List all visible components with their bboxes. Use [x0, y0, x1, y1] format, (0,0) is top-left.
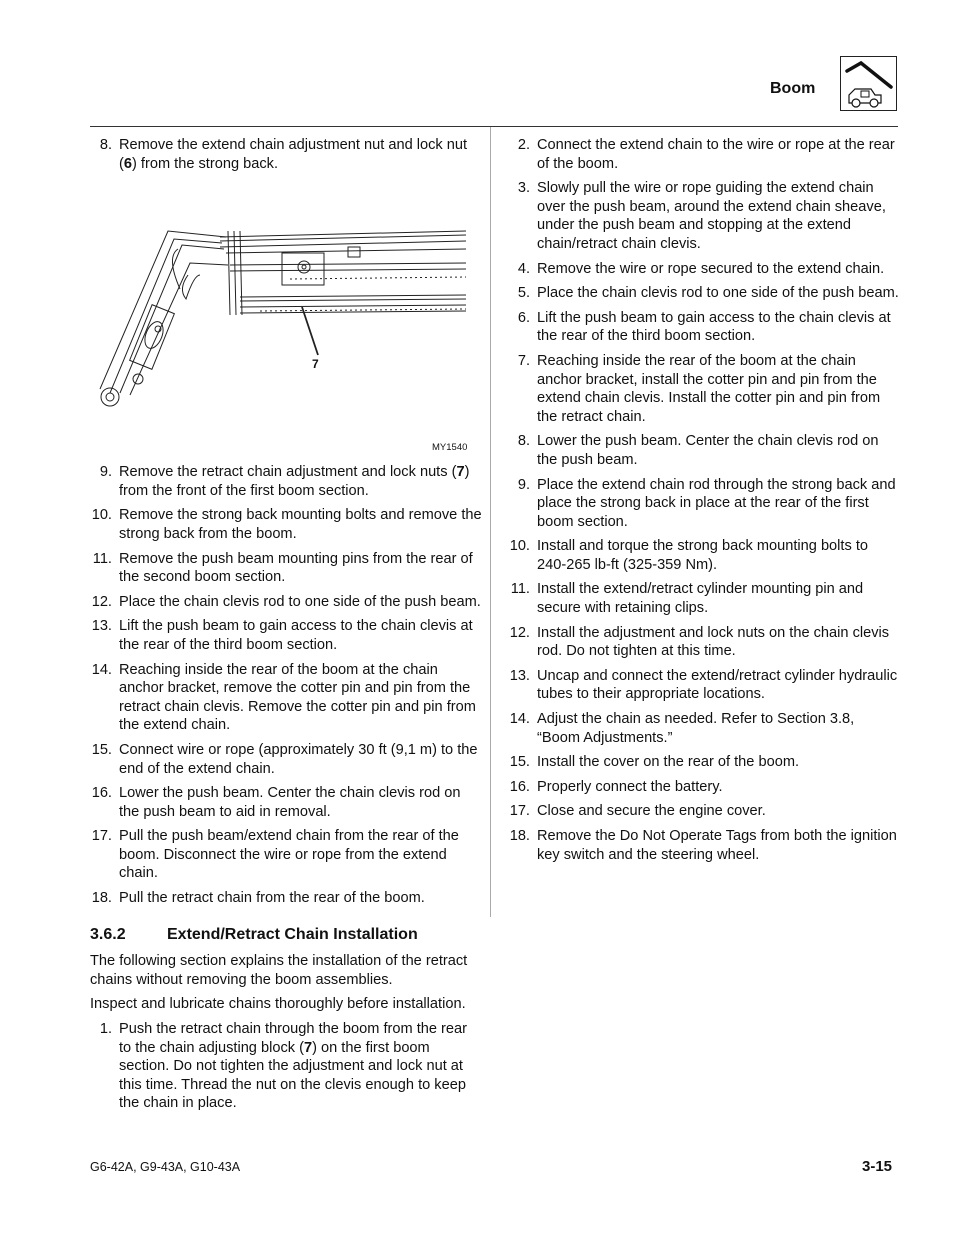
list-item: 2. Connect the extend chain to the wire or rope at the rear of the boom. — [517, 137, 895, 172]
list-item: 10. Remove the strong back mounting bolts and remove the strong back from the boom. — [91, 507, 482, 542]
list-item: 17. Close and secure the engine cover. — [509, 803, 766, 820]
list-item: 10. Install and torque the strong back mounting bolts to 240-265 lb-ft (325-359 Nm). — [509, 538, 868, 573]
list-item: 16. Properly connect the battery. — [509, 778, 723, 795]
list-item: 18. Remove the Do Not Operate Tags from both the ignition key switch and the steering wheel. — [509, 828, 897, 863]
list-item: 18. Pull the retract chain from the rear of the boom. — [91, 890, 425, 907]
boom-chain-figure — [90, 179, 470, 454]
column-divider — [490, 127, 491, 917]
figure-id: MY1540 — [432, 442, 468, 454]
right-column — [508, 136, 900, 870]
left-column — [90, 136, 482, 1119]
section-title: Extend/Retract Chain Installation — [167, 925, 418, 943]
installation-steps-start — [90, 1020, 482, 1113]
list-item: 3. Slowly pull the wire or rope guiding the extend chain over the push beam, around the extend chain sheave, under the push beam and stopping at the extend chain/retract chain clevis. — [517, 180, 886, 252]
forklift-boom-icon — [840, 56, 897, 111]
list-item: 5. Place the chain clevis rod to one side of the push beam. — [517, 285, 899, 302]
section-intro: The following section explains the installation of the retract chains without removing the boom assemblies. — [90, 953, 468, 988]
page-number: 3-15 — [862, 1158, 893, 1175]
list-item: 6. Lift the push beam to gain access to the chain clevis at the rear of the third boom section. — [517, 309, 891, 345]
section-header-title: Boom — [770, 80, 816, 97]
list-item: 13. Uncap and connect the extend/retract cylinder hydraulic tubes to their appropriate locations. — [509, 667, 898, 703]
list-item: 8. Lower the push beam. Center the chain clevis rod on the push beam. — [517, 433, 879, 468]
installation-steps — [508, 136, 900, 864]
list-item: 11. Install the extend/retract cylinder mounting pin and secure with retaining clips. — [510, 581, 864, 617]
list-item: 13. Lift the push beam to gain access to the chain clevis at the rear of the third boom section. — [91, 618, 473, 653]
list-item: 7. Reaching inside the rear of the boom at the chain anchor bracket, install the cotter pin and pin from the extend chain clevis. Install the cotter pin and pin from the retract chain. — [517, 352, 881, 425]
section-number: 3.6.2 — [90, 925, 126, 943]
removal-steps-top — [90, 136, 482, 173]
list-item: 8. Remove the extend chain adjustment nut and lock nut (6) from the strong back. — [99, 137, 468, 172]
section-note: Inspect and lubricate chains thoroughly before installation. — [90, 996, 466, 1013]
footer-models: G6-42A, G9-43A, G10-43A — [90, 1160, 241, 1174]
list-item: 12. Place the chain clevis rod to one side of the push beam. — [91, 593, 481, 610]
list-item: 11. Remove the push beam mounting pins from the rear of the second boom section. — [92, 550, 473, 586]
boom-drawing — [90, 179, 470, 459]
list-item: 14. Reaching inside the rear of the boom at the chain anchor bracket, remove the cotter pin and pin from the retract chain clevis. Remove the cotter pin and pin from the extend chain. — [91, 661, 476, 734]
list-item: 15. Connect wire or rope (approximately 30 ft (9,1 m) to the end of the extend chain. — [91, 741, 478, 777]
list-item: 16. Lower the push beam. Center the chain clevis rod on the push beam to aid in removal. — [91, 785, 461, 820]
list-item: 9. Remove the retract chain adjustment and lock nuts (7) from the front of the first boom section. — [99, 464, 470, 499]
list-item: 1. Push the retract chain through the boom from the rear to the chain adjusting block (7) on the first boom section. Do not tighten the adjustment and lock nut at this time. Thread the nut on the clevis enough to keep the chain in place. — [99, 1021, 468, 1112]
list-item: 17. Pull the push beam/extend chain from the rear of the boom. Disconnect the wire or rope from the extend chain. — [91, 828, 459, 882]
list-item: 9. Place the extend chain rod through the strong back and place the strong back in place at the rear of the first boom section. — [517, 476, 896, 530]
section-heading — [90, 926, 482, 945]
list-item: 15. Install the cover on the rear of the boom. — [509, 754, 800, 771]
figure-callout-7: 7 — [312, 357, 319, 372]
list-item: 4. Remove the wire or rope secured to the extend chain. — [517, 260, 885, 277]
list-item: 12. Install the adjustment and lock nuts on the chain clevis rod. Do not tighten at this time. — [509, 624, 890, 660]
removal-steps — [90, 463, 482, 907]
list-item: 14. Adjust the chain as needed. Refer to Section 3.8, “Boom Adjustments.” — [509, 711, 855, 746]
header-rule — [90, 126, 898, 127]
